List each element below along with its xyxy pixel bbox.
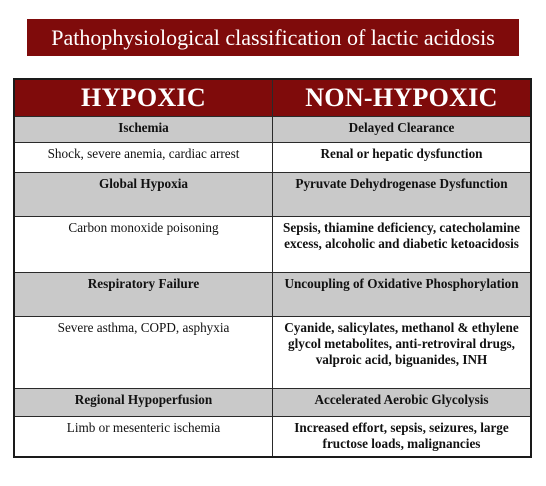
detail-cell-hypoxic: Severe asthma, COPD, asphyxia	[14, 317, 273, 389]
detail-cell-hypoxic: Carbon monoxide poisoning	[14, 217, 273, 273]
classification-table-container	[13, 78, 532, 458]
header-hypoxic: HYPOXIC	[14, 79, 273, 117]
table-row-category	[14, 117, 531, 143]
category-cell-hypoxic: Ischemia	[14, 117, 273, 143]
detail-cell-non-hypoxic: Increased effort, sepsis, seizures, large fructose loads, malignancies	[273, 417, 532, 457]
table-row-category	[14, 273, 531, 317]
category-cell-hypoxic: Global Hypoxia	[14, 173, 273, 217]
header-non-hypoxic: NON-HYPOXIC	[273, 79, 532, 117]
table-row-detail	[14, 217, 531, 273]
table-header-row	[14, 79, 531, 117]
page-title: Pathophysiological classification of lactic acidosis	[27, 19, 519, 56]
category-cell-non-hypoxic: Delayed Clearance	[273, 117, 532, 143]
table-row-detail	[14, 417, 531, 457]
table-row-category	[14, 389, 531, 417]
category-cell-non-hypoxic: Pyruvate Dehydrogenase Dysfunction	[273, 173, 532, 217]
detail-cell-non-hypoxic: Sepsis, thiamine deficiency, catecholamine excess, alcoholic and diabetic ketoacidosis	[273, 217, 532, 273]
category-cell-hypoxic: Respiratory Failure	[14, 273, 273, 317]
category-cell-hypoxic: Regional Hypoperfusion	[14, 389, 273, 417]
table-row-detail	[14, 143, 531, 173]
detail-cell-hypoxic: Limb or mesenteric ischemia	[14, 417, 273, 457]
detail-cell-non-hypoxic: Cyanide, salicylates, methanol & ethylene glycol metabolites, anti-retroviral drugs, valproic acid, biguanides, INH	[273, 317, 532, 389]
classification-table	[13, 78, 532, 458]
category-cell-non-hypoxic: Accelerated Aerobic Glycolysis	[273, 389, 532, 417]
table-row-detail	[14, 317, 531, 389]
category-cell-non-hypoxic: Uncoupling of Oxidative Phosphorylation	[273, 273, 532, 317]
detail-cell-hypoxic: Shock, severe anemia, cardiac arrest	[14, 143, 273, 173]
detail-cell-non-hypoxic: Renal or hepatic dysfunction	[273, 143, 532, 173]
table-row-category	[14, 173, 531, 217]
